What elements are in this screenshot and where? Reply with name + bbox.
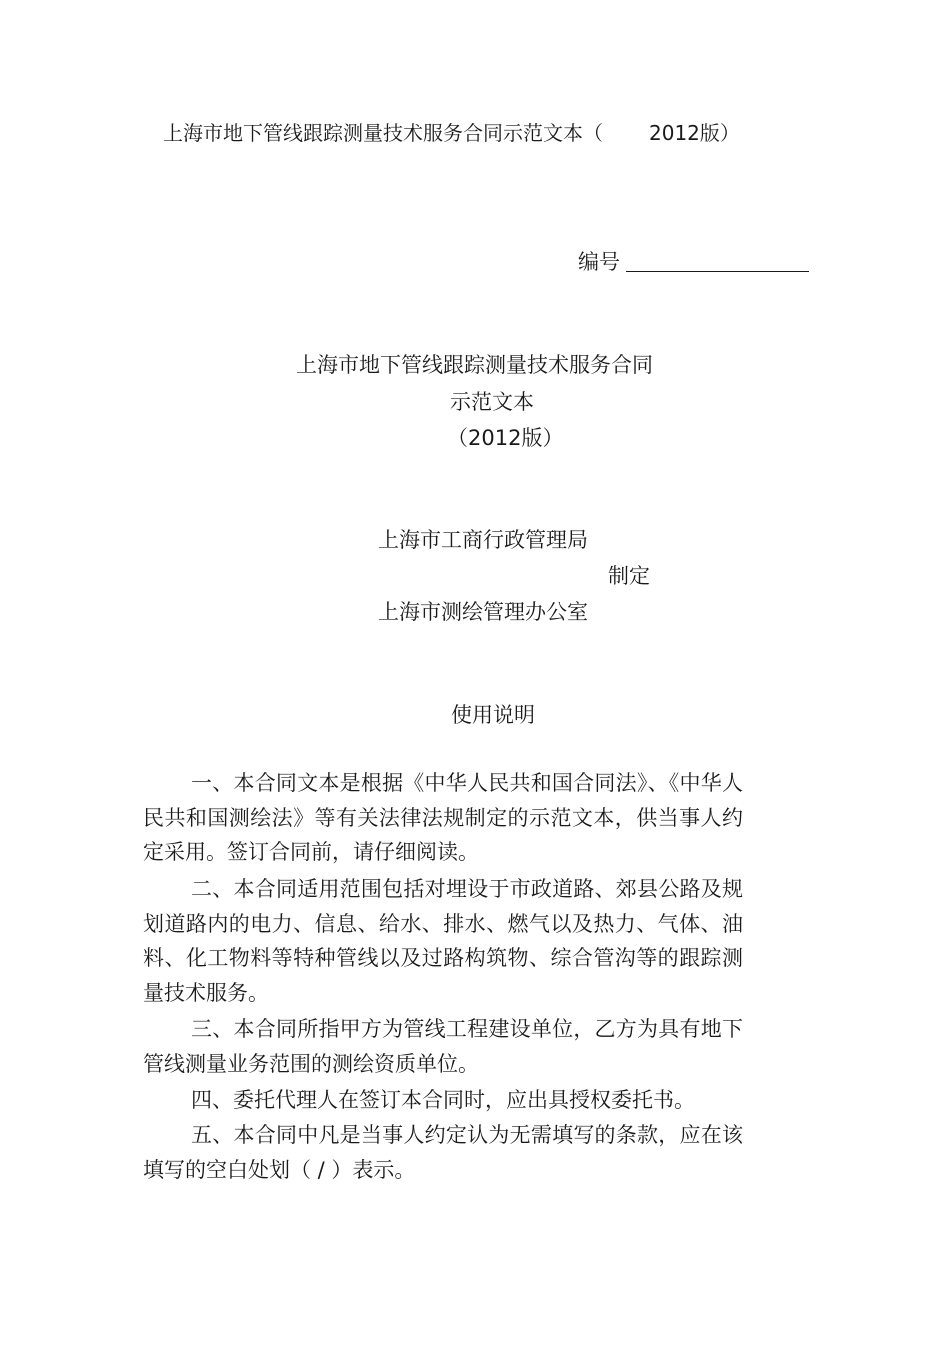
instruction-item: 二、本合同适用范围包括对埋设于市政道路、郊县公路及规划道路内的电力、信息、给水、排水、燃气以及热力、气体、油料、化工物料等特种管线以及过路构筑物、综合管沟等的跟踪测量技术服务。 [143,877,743,1005]
header-title-text: 上海市地下管线跟踪测量技术服务合同示范文本（ [163,121,603,145]
issuer-surveying-office: 上海市测绘管理办公室 [378,600,588,624]
instruction-item: 四、委托代理人在签订本合同时，应出具授权委托书。 [191,1088,695,1112]
instruction-item: 五、本合同中凡是当事人约定认为无需填写的条款，应在该填写的空白处划（ / ）表示。 [143,1123,743,1182]
issued-by-label: 制定 [608,564,650,588]
instruction-item: 一、本合同文本是根据《中华人民共和国合同法》、《中华人民共和国测绘法》等有关法律法规制定的示范文本，供当事人约定采用。签订合同前，请仔细阅读。 [143,771,743,865]
document-header-title [163,121,740,145]
contract-version: （2012版） [447,426,564,450]
contract-number-blank-line [626,271,809,272]
header-title-year: 2012版） [649,121,740,145]
instruction-item: 三、本合同所指甲方为管线工程建设单位，乙方为具有地下管线测量业务范围的测绘资质单位。 [143,1017,743,1076]
contract-subtitle: 示范文本 [450,390,534,414]
instructions-heading: 使用说明 [451,703,535,727]
issuer-industry-commerce-bureau: 上海市工商行政管理局 [378,528,588,552]
contract-number-label: 编号 [578,250,620,274]
contract-title: 上海市地下管线跟踪测量技术服务合同 [296,353,653,377]
